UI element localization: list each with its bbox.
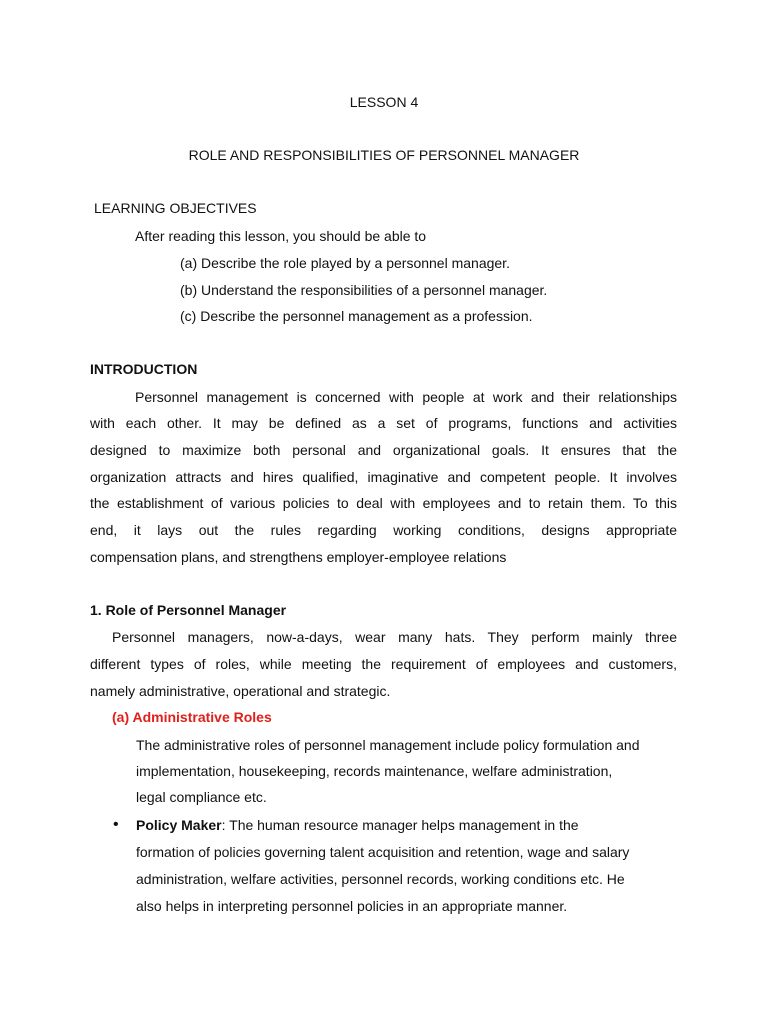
objective-item: (c) Describe the personnel management as a profession. bbox=[180, 308, 533, 324]
paragraph-line: administration, welfare activities, personnel records, working conditions etc. He bbox=[136, 871, 625, 887]
paragraph-line: formation of policies governing talent acquisition and retention, wage and salary bbox=[136, 844, 630, 860]
paragraph-line: also helps in interpreting personnel policies in an appropriate manner. bbox=[136, 898, 568, 914]
paragraph-line: with each other. It may be defined as a set of programs, functions and activities bbox=[90, 415, 677, 431]
paragraph-line: end, it lays out the rules regarding working conditions, designs appropriate bbox=[90, 522, 677, 538]
objective-item: (a) Describe the role played by a personnel manager. bbox=[180, 255, 510, 271]
introduction-heading: INTRODUCTION bbox=[90, 361, 198, 377]
objectives-intro: After reading this lesson, you should be able to bbox=[135, 228, 427, 244]
paragraph-line: Personnel managers, now-a-days, wear many hats. They perform mainly three bbox=[112, 629, 677, 645]
paragraph-line: implementation, housekeeping, records maintenance, welfare administration, bbox=[136, 763, 613, 779]
section-heading: 1. Role of Personnel Manager bbox=[90, 602, 287, 618]
lesson-number: LESSON 4 bbox=[349, 94, 419, 110]
bullet-first-line bbox=[136, 816, 579, 834]
lesson-title: ROLE AND RESPONSIBILITIES OF PERSONNEL MANAGER bbox=[188, 147, 580, 163]
paragraph-line: Personnel management is concerned with people at work and their relationships bbox=[135, 389, 677, 405]
bullet-term: Policy Maker bbox=[136, 817, 222, 833]
paragraph-line: namely administrative, operational and strategic. bbox=[90, 683, 391, 699]
paragraph-line: legal compliance etc. bbox=[136, 789, 267, 805]
paragraph-line: the establishment of various policies to deal with employees and to retain them. To this bbox=[90, 495, 677, 511]
objective-item: (b) Understand the responsibilities of a personnel manager. bbox=[180, 282, 548, 298]
paragraph-line: The administrative roles of personnel management include policy formulation and bbox=[136, 737, 640, 753]
objectives-heading: LEARNING OBJECTIVES bbox=[94, 200, 257, 216]
paragraph-line: different types of roles, while meeting the requirement of employees and customers, bbox=[90, 656, 677, 672]
bullet-icon: • bbox=[113, 816, 119, 833]
subsection-heading: (a) Administrative Roles bbox=[112, 709, 272, 725]
bullet-text: : The human resource manager helps management in the bbox=[221, 817, 579, 833]
paragraph-line: compensation plans, and strengthens employer-employee relations bbox=[90, 549, 507, 565]
paragraph-line: designed to maximize both personal and organizational goals. It ensures that the bbox=[90, 442, 677, 458]
paragraph-line: organization attracts and hires qualified, imaginative and competent people. It involves bbox=[90, 469, 677, 485]
